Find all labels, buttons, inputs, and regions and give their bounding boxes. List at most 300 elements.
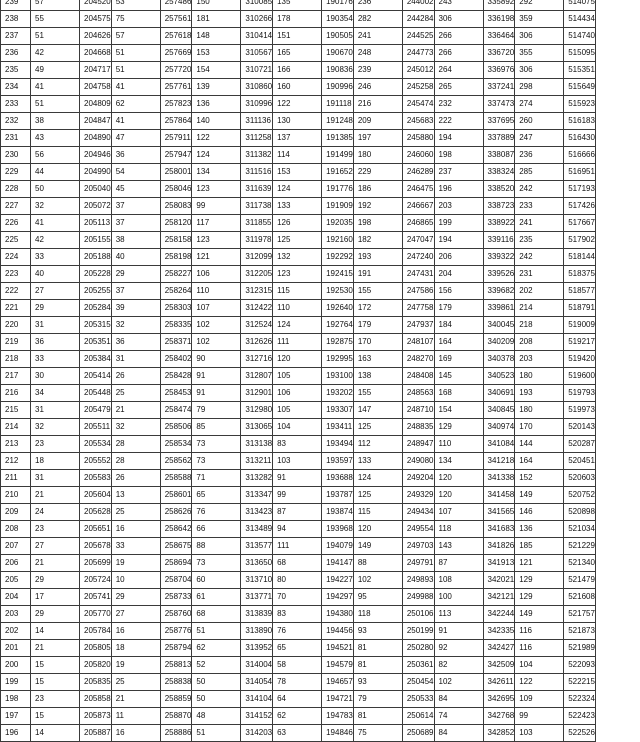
table-cell: 258335 <box>160 317 192 334</box>
table-cell: 359 <box>515 11 564 28</box>
table-cell: 312205 <box>241 266 273 283</box>
table-cell: 214 <box>1 419 31 436</box>
table-cell: 208 <box>1 521 31 538</box>
table-cell: 165 <box>273 45 322 62</box>
table-cell: 45 <box>111 181 160 198</box>
table-cell: 68 <box>192 606 241 623</box>
table-cell: 520451 <box>564 453 596 470</box>
table-cell: 521989 <box>564 640 596 657</box>
table-cell: 250361 <box>402 657 434 674</box>
table-cell: 91 <box>192 385 241 402</box>
table-cell: 204 <box>1 589 31 606</box>
table-cell: 258813 <box>160 657 192 674</box>
table-cell: 205820 <box>80 657 112 674</box>
table-cell: 202 <box>515 283 564 300</box>
table-row <box>1 130 596 147</box>
table-cell: 216 <box>353 96 402 113</box>
table-row <box>1 487 596 504</box>
table-cell: 114 <box>273 147 322 164</box>
table-cell: 248270 <box>402 351 434 368</box>
table-cell: 191499 <box>322 147 354 164</box>
table-cell: 136 <box>192 96 241 113</box>
table-cell: 184 <box>434 317 483 334</box>
table-cell: 249204 <box>402 470 434 487</box>
table-cell: 122 <box>192 130 241 147</box>
table-cell: 312716 <box>241 351 273 368</box>
table-cell: 246475 <box>402 181 434 198</box>
table-cell: 193307 <box>322 402 354 419</box>
table-cell: 514075 <box>564 0 596 11</box>
table-cell: 11 <box>111 708 160 725</box>
table-cell: 248835 <box>402 419 434 436</box>
table-cell: 33 <box>111 538 160 555</box>
table-cell: 338324 <box>483 164 515 181</box>
table-cell: 80 <box>273 572 322 589</box>
table-cell: 247758 <box>402 300 434 317</box>
table-cell: 205384 <box>80 351 112 368</box>
table-cell: 224 <box>1 249 31 266</box>
table-cell: 194579 <box>322 657 354 674</box>
table-cell: 341338 <box>483 470 515 487</box>
table-cell: 172 <box>353 300 402 317</box>
table-cell: 245258 <box>402 79 434 96</box>
table-cell: 126 <box>273 215 322 232</box>
table-cell: 340209 <box>483 334 515 351</box>
table-cell: 193411 <box>322 419 354 436</box>
table-cell: 99 <box>515 708 564 725</box>
table-cell: 205284 <box>80 300 112 317</box>
table-cell: 342121 <box>483 589 515 606</box>
table-cell: 519217 <box>564 334 596 351</box>
table-row <box>1 147 596 164</box>
table-cell: 233 <box>515 198 564 215</box>
table-cell: 202 <box>1 623 31 640</box>
table-cell: 37 <box>111 198 160 215</box>
table-cell: 515095 <box>564 45 596 62</box>
table-cell: 68 <box>273 555 322 572</box>
table-cell: 115 <box>353 504 402 521</box>
table-cell: 79 <box>353 691 402 708</box>
table-cell: 160 <box>273 79 322 96</box>
table-cell: 257823 <box>160 96 192 113</box>
table-cell: 258838 <box>160 674 192 691</box>
table-cell: 204847 <box>80 113 112 130</box>
table-cell: 192764 <box>322 317 354 334</box>
table-cell: 313650 <box>241 555 273 572</box>
table-cell: 247240 <box>402 249 434 266</box>
table-cell: 146 <box>515 504 564 521</box>
table-cell: 185 <box>515 538 564 555</box>
table-cell: 342509 <box>483 657 515 674</box>
table-cell: 314004 <box>241 657 273 674</box>
table-cell: 245880 <box>402 130 434 147</box>
table-cell: 313282 <box>241 470 273 487</box>
table-cell: 102 <box>434 674 483 691</box>
table-cell: 285 <box>515 164 564 181</box>
table-cell: 110 <box>273 300 322 317</box>
table-cell: 25 <box>111 674 160 691</box>
table-cell: 210 <box>1 487 31 504</box>
table-cell: 204668 <box>80 45 112 62</box>
table-cell: 205858 <box>80 691 112 708</box>
table-cell: 198 <box>353 215 402 232</box>
table-cell: 306 <box>515 62 564 79</box>
table-cell: 135 <box>273 0 322 11</box>
table-cell: 522526 <box>564 725 596 742</box>
table-cell: 311382 <box>241 147 273 164</box>
table-cell: 206 <box>434 249 483 266</box>
table-cell: 340974 <box>483 419 515 436</box>
table-cell: 339526 <box>483 266 515 283</box>
table-cell: 314104 <box>241 691 273 708</box>
table-cell: 249554 <box>402 521 434 538</box>
table-row <box>1 640 596 657</box>
table-cell: 515649 <box>564 79 596 96</box>
table-cell: 194 <box>434 232 483 249</box>
table-cell: 106 <box>192 266 241 283</box>
table-cell: 522423 <box>564 708 596 725</box>
table-cell: 191248 <box>322 113 354 130</box>
table-cell: 205155 <box>80 232 112 249</box>
table-cell: 337695 <box>483 113 515 130</box>
table-cell: 139 <box>192 79 241 96</box>
table-cell: 233 <box>1 96 31 113</box>
table-cell: 341683 <box>483 521 515 538</box>
table-cell: 84 <box>434 725 483 742</box>
table-cell: 521757 <box>564 606 596 623</box>
table-cell: 41 <box>31 79 80 96</box>
table-cell: 264 <box>434 62 483 79</box>
table-cell: 190996 <box>322 79 354 96</box>
table-cell: 311516 <box>241 164 273 181</box>
table-cell: 192530 <box>322 283 354 300</box>
table-cell: 43 <box>31 130 80 147</box>
table-cell: 231 <box>515 266 564 283</box>
table-cell: 49 <box>31 62 80 79</box>
table-cell: 193 <box>353 249 402 266</box>
table-cell: 180 <box>515 402 564 419</box>
table-cell: 154 <box>192 62 241 79</box>
table-cell: 249329 <box>402 487 434 504</box>
table-cell: 109 <box>515 691 564 708</box>
table-cell: 310085 <box>241 0 273 11</box>
table-cell: 36 <box>111 334 160 351</box>
table-cell: 205805 <box>80 640 112 657</box>
table-cell: 246060 <box>402 147 434 164</box>
table-cell: 515351 <box>564 62 596 79</box>
table-cell: 205784 <box>80 623 112 640</box>
table-cell: 182 <box>353 232 402 249</box>
table-cell: 121 <box>192 249 241 266</box>
table-cell: 153 <box>192 45 241 62</box>
table-cell: 205113 <box>80 215 112 232</box>
table-cell: 246865 <box>402 215 434 232</box>
table-cell: 31 <box>111 351 160 368</box>
table-cell: 520752 <box>564 487 596 504</box>
table-row <box>1 385 596 402</box>
table-cell: 341913 <box>483 555 515 572</box>
table-cell: 61 <box>192 589 241 606</box>
table-cell: 194846 <box>322 725 354 742</box>
table-cell: 213 <box>1 436 31 453</box>
table-row <box>1 11 596 28</box>
table-cell: 342427 <box>483 640 515 657</box>
table-cell: 38 <box>111 232 160 249</box>
table-cell: 193688 <box>322 470 354 487</box>
table-cell: 236 <box>353 0 402 11</box>
table-cell: 116 <box>515 623 564 640</box>
table-cell: 342611 <box>483 674 515 691</box>
table-cell: 73 <box>192 555 241 572</box>
table-cell: 123 <box>273 266 322 283</box>
table-cell: 191652 <box>322 164 354 181</box>
table-cell: 205479 <box>80 402 112 419</box>
table-cell: 200 <box>1 657 31 674</box>
table-cell: 150 <box>192 0 241 11</box>
table-cell: 340045 <box>483 317 515 334</box>
table-cell: 248563 <box>402 385 434 402</box>
table-cell: 518577 <box>564 283 596 300</box>
table-cell: 51 <box>192 725 241 742</box>
table-cell: 55 <box>31 11 80 28</box>
table-cell: 236 <box>1 45 31 62</box>
table-cell: 258694 <box>160 555 192 572</box>
table-cell: 246289 <box>402 164 434 181</box>
table-cell: 258402 <box>160 351 192 368</box>
table-cell: 178 <box>273 11 322 28</box>
table-cell: 152 <box>515 470 564 487</box>
table-cell: 197 <box>353 130 402 147</box>
table-cell: 306 <box>434 11 483 28</box>
table-cell: 265 <box>434 79 483 96</box>
table-row <box>1 521 596 538</box>
table-cell: 313952 <box>241 640 273 657</box>
table-cell: 355 <box>515 45 564 62</box>
table-cell: 32 <box>111 317 160 334</box>
table-cell: 144 <box>515 436 564 453</box>
table-cell: 42 <box>31 232 80 249</box>
table-cell: 257720 <box>160 62 192 79</box>
table-cell: 204809 <box>80 96 112 113</box>
table-cell: 516666 <box>564 147 596 164</box>
table-cell: 311738 <box>241 198 273 215</box>
table-cell: 306 <box>515 28 564 45</box>
table-cell: 27 <box>31 283 80 300</box>
table-cell: 191385 <box>322 130 354 147</box>
table-row <box>1 232 596 249</box>
table-cell: 15 <box>31 657 80 674</box>
table-row <box>1 96 596 113</box>
table-cell: 21 <box>31 555 80 572</box>
table-cell: 249791 <box>402 555 434 572</box>
table-cell: 205724 <box>80 572 112 589</box>
table-cell: 336720 <box>483 45 515 62</box>
table-cell: 218 <box>515 317 564 334</box>
table-cell: 237 <box>434 164 483 181</box>
table-cell: 27 <box>31 538 80 555</box>
table-cell: 522324 <box>564 691 596 708</box>
table-cell: 341565 <box>483 504 515 521</box>
table-cell: 111 <box>273 334 322 351</box>
table-cell: 258474 <box>160 402 192 419</box>
table-cell: 19 <box>111 555 160 572</box>
table-cell: 99 <box>192 198 241 215</box>
table-cell: 342852 <box>483 725 515 742</box>
table-cell: 102 <box>192 334 241 351</box>
table-cell: 250689 <box>402 725 434 742</box>
table-cell: 311639 <box>241 181 273 198</box>
table-cell: 29 <box>111 589 160 606</box>
table-cell: 258303 <box>160 300 192 317</box>
table-cell: 90 <box>192 351 241 368</box>
table-cell: 521608 <box>564 589 596 606</box>
table-cell: 250199 <box>402 623 434 640</box>
table-cell: 212 <box>1 453 31 470</box>
table-cell: 50 <box>192 674 241 691</box>
table-cell: 223 <box>1 266 31 283</box>
table-cell: 245683 <box>402 113 434 130</box>
table-cell: 205770 <box>80 606 112 623</box>
table-cell: 242 <box>515 249 564 266</box>
table-cell: 218 <box>1 351 31 368</box>
table-cell: 21 <box>111 402 160 419</box>
table-cell: 518375 <box>564 266 596 283</box>
table-cell: 206 <box>1 555 31 572</box>
table-cell: 314203 <box>241 725 273 742</box>
table-cell: 205873 <box>80 708 112 725</box>
table-cell: 204890 <box>80 130 112 147</box>
table-cell: 211 <box>1 470 31 487</box>
table-cell: 10 <box>111 572 160 589</box>
table-cell: 335892 <box>483 0 515 11</box>
table-cell: 235 <box>1 62 31 79</box>
table-cell: 519793 <box>564 385 596 402</box>
table-cell: 522215 <box>564 674 596 691</box>
table-cell: 230 <box>1 147 31 164</box>
table-cell: 258083 <box>160 198 192 215</box>
table-cell: 125 <box>273 232 322 249</box>
table-cell: 314152 <box>241 708 273 725</box>
table-cell: 516430 <box>564 130 596 147</box>
table-cell: 199 <box>434 215 483 232</box>
table-cell: 215 <box>1 402 31 419</box>
table-cell: 258704 <box>160 572 192 589</box>
table-cell: 124 <box>353 470 402 487</box>
table-cell: 204626 <box>80 28 112 45</box>
table-row <box>1 708 596 725</box>
table-cell: 520603 <box>564 470 596 487</box>
table-cell: 137 <box>273 130 322 147</box>
table-cell: 36 <box>111 147 160 164</box>
table-cell: 313577 <box>241 538 273 555</box>
table-row <box>1 725 596 742</box>
table-cell: 29 <box>31 606 80 623</box>
table-cell: 250106 <box>402 606 434 623</box>
table-cell: 258675 <box>160 538 192 555</box>
table-cell: 194380 <box>322 606 354 623</box>
table-cell: 41 <box>111 79 160 96</box>
table-cell: 88 <box>192 538 241 555</box>
table-cell: 117 <box>192 215 241 232</box>
table-cell: 258453 <box>160 385 192 402</box>
table-cell: 204 <box>434 266 483 283</box>
table-cell: 74 <box>434 708 483 725</box>
table-row <box>1 453 596 470</box>
table-row <box>1 674 596 691</box>
table-cell: 41 <box>111 113 160 130</box>
table-cell: 23 <box>31 521 80 538</box>
table-cell: 39 <box>111 300 160 317</box>
table-row <box>1 351 596 368</box>
table-cell: 258859 <box>160 691 192 708</box>
table-cell: 239 <box>1 0 31 11</box>
table-cell: 179 <box>434 300 483 317</box>
table-cell: 179 <box>353 317 402 334</box>
table-cell: 169 <box>434 351 483 368</box>
table-cell: 193787 <box>322 487 354 504</box>
table-cell: 28 <box>111 453 160 470</box>
table-cell: 149 <box>353 538 402 555</box>
table-cell: 51 <box>31 96 80 113</box>
table-cell: 192292 <box>322 249 354 266</box>
table-cell: 205228 <box>80 266 112 283</box>
table-cell: 196 <box>434 181 483 198</box>
table-cell: 84 <box>434 691 483 708</box>
table-cell: 125 <box>353 419 402 436</box>
table-cell: 120 <box>434 487 483 504</box>
table-cell: 190836 <box>322 62 354 79</box>
table-cell: 113 <box>434 606 483 623</box>
table-cell: 521479 <box>564 572 596 589</box>
table-cell: 51 <box>111 62 160 79</box>
table-cell: 104 <box>515 657 564 674</box>
table-cell: 53 <box>111 0 160 11</box>
table-cell: 197 <box>1 708 31 725</box>
table-cell: 91 <box>434 623 483 640</box>
table-cell: 517902 <box>564 232 596 249</box>
table-cell: 25 <box>111 385 160 402</box>
table-cell: 520143 <box>564 419 596 436</box>
table-cell: 36 <box>31 334 80 351</box>
table-cell: 232 <box>1 113 31 130</box>
table-cell: 193494 <box>322 436 354 453</box>
table-cell: 246 <box>353 79 402 96</box>
table-cell: 229 <box>353 164 402 181</box>
table-cell: 33 <box>31 249 80 266</box>
table-cell: 217 <box>1 368 31 385</box>
table-cell: 33 <box>31 351 80 368</box>
table-cell: 186 <box>353 181 402 198</box>
table-cell: 250280 <box>402 640 434 657</box>
table-cell: 257864 <box>160 113 192 130</box>
table-cell: 170 <box>353 334 402 351</box>
table-cell: 14 <box>31 623 80 640</box>
table-cell: 258601 <box>160 487 192 504</box>
table-cell: 34 <box>31 385 80 402</box>
table-cell: 190670 <box>322 45 354 62</box>
table-cell: 312524 <box>241 317 273 334</box>
table-cell: 31 <box>31 317 80 334</box>
table-cell: 266 <box>434 45 483 62</box>
table-row <box>1 249 596 266</box>
table-cell: 245474 <box>402 96 434 113</box>
table-cell: 342021 <box>483 572 515 589</box>
table-cell: 205583 <box>80 470 112 487</box>
table-cell: 123 <box>192 181 241 198</box>
table-cell: 313423 <box>241 504 273 521</box>
table-cell: 42 <box>31 45 80 62</box>
table-cell: 29 <box>31 572 80 589</box>
